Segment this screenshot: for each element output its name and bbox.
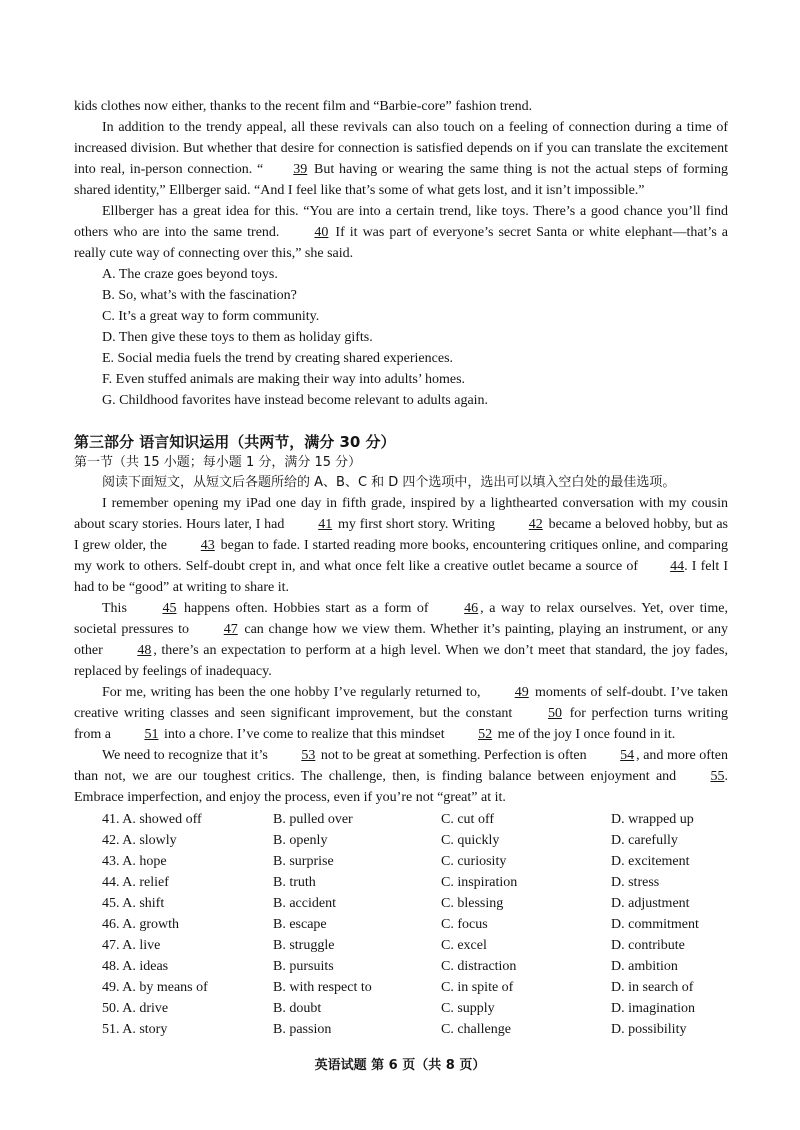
choice-a: 50. A. drive <box>102 1001 169 1016</box>
answer-blank-39: 39 <box>293 162 308 177</box>
answer-blank-48: 48 <box>137 643 152 658</box>
option-g: G. Childhood favorites have instead become relevant to adults again. <box>102 393 489 408</box>
answer-blank-51: 51 <box>144 727 159 742</box>
choice-row <box>74 830 728 851</box>
choice-row <box>74 1019 728 1040</box>
answer-blank-47: 47 <box>223 622 238 637</box>
choice-c: C. blessing <box>441 896 504 911</box>
choice-d: D. excitement <box>611 854 690 869</box>
choice-c: C. quickly <box>441 833 500 848</box>
choice-d: D. wrapped up <box>611 812 694 827</box>
choice-b: B. pulled over <box>273 812 353 827</box>
answer-blank-49: 49 <box>514 685 529 700</box>
option-d: D. Then give these toys to them as holiday gifts. <box>102 330 373 345</box>
choice-a: 44. A. relief <box>102 875 169 890</box>
choice-b: B. surprise <box>273 854 334 869</box>
passage-paragraph: kids clothes now either, thanks to the recent film and “Barbie-core” fashion trend. <box>74 99 533 114</box>
choice-d: D. ambition <box>611 959 678 974</box>
section-instruction: 阅读下面短文，从短文后各题所给的 A、B、C 和 D 四个选项中，选出可以填入空白处的最佳选项。 <box>102 475 676 490</box>
answer-blank-53: 53 <box>301 748 316 763</box>
choice-a: 47. A. live <box>102 938 161 953</box>
choice-c: C. distraction <box>441 959 517 974</box>
choice-c: C. inspiration <box>441 875 518 890</box>
choice-row <box>74 956 728 977</box>
choice-d: D. adjustment <box>611 896 690 911</box>
page-content <box>74 96 728 1040</box>
choice-b: B. passion <box>273 1022 332 1037</box>
answer-blank-52: 52 <box>478 727 493 742</box>
answer-blank-40: 40 <box>314 225 329 240</box>
choice-d: D. possibility <box>611 1022 687 1037</box>
choice-a: 43. A. hope <box>102 854 167 869</box>
choice-row <box>74 998 728 1019</box>
choice-d: D. imagination <box>611 1001 695 1016</box>
choice-row <box>74 914 728 935</box>
cloze-paragraph: I remember opening my iPad one day in fifth grade, inspired by a lighthearted conversation with my cousin about scary stories. Hours later, I had 41 my first short story. Writing 42 became a beloved hobby, but as I grew older, the 43 began to fade. I started reading more books, encountering critiques online, and comparing my work to others. Self-doubt crept in, and what once felt like a creative outlet became a source of 44. I felt I had to be “good” at writing to share it. <box>74 496 729 595</box>
answer-blank-42: 42 <box>528 517 543 532</box>
choice-d: D. commitment <box>611 917 699 932</box>
choice-a: 46. A. growth <box>102 917 179 932</box>
option-e: E. Social media fuels the trend by creating shared experiences. <box>102 351 454 366</box>
choice-row <box>74 893 728 914</box>
choice-b: B. escape <box>273 917 327 932</box>
seven-choice-options <box>74 264 728 411</box>
choice-c: C. focus <box>441 917 488 932</box>
choice-b: B. doubt <box>273 1001 322 1016</box>
choice-row <box>74 851 728 872</box>
passage-paragraph: In addition to the trendy appeal, all these revivals can also touch on a feeling of connection during a time of increased division. But whether that desire for connection is satisfied depends on if you can translate the excitement into real, in-person connection. “ 39 But having or wearing the same thing is not the actual steps of forming shared identity,” Ellberger said. “And I feel like that’s some of what gets lost, and it isn’t impossible.” <box>74 120 728 198</box>
choice-c: C. challenge <box>441 1022 511 1037</box>
choice-b: B. with respect to <box>273 980 372 995</box>
cloze-paragraph: This 45 happens often. Hobbies start as a form of 46 , a way to relax ourselves. Yet, over time, societal pressures to 47 can change how we view them. Whether it’s painting, playing an instrument, or any other 48 , there’s an expectation to perform at a high level. When we don’t meet that standard, the joy fades, replaced by feelings of inadequacy. <box>74 598 728 682</box>
choice-c: C. excel <box>441 938 487 953</box>
choice-b: B. accident <box>273 896 336 911</box>
page-footer: 英语试题 第 6 页（共 8 页） <box>314 1058 486 1073</box>
option-f: F. Even stuffed animals are making their way into adults’ homes. <box>102 372 466 387</box>
choice-a: 41. A. showed off <box>102 812 202 827</box>
choice-d: D. stress <box>611 875 660 890</box>
answer-blank-45: 45 <box>162 601 177 616</box>
choice-row <box>74 872 728 893</box>
choice-row <box>74 935 728 956</box>
passage-paragraph: Ellberger has a great idea for this. “You are into a certain trend, like toys. There’s a good chance you’ll find others who are into the same trend. 40 If it was part of everyone’s secret Santa or white elephant—that’s a really cute way of connecting over this,” she said. <box>74 204 729 261</box>
cloze-paragraph: For me, writing has been the one hobby I’ve regularly returned to, 49 moments of self-doubt. I’ve taken creative writing classes and seen significant improvement, but the constant 50 for perfection turns writing from a 51 into a chore. I’ve come to realize that this mindset 52 me of the joy I once found in it. <box>74 682 728 745</box>
choice-b: B. truth <box>273 875 316 890</box>
choice-c: C. cut off <box>441 812 495 827</box>
choice-d: D. in search of <box>611 980 694 995</box>
choice-b: B. pursuits <box>273 959 334 974</box>
choice-d: D. carefully <box>611 833 678 848</box>
choice-d: D. contribute <box>611 938 685 953</box>
choice-a: 48. A. ideas <box>102 959 169 974</box>
answer-blank-46: 46 <box>464 601 479 616</box>
answer-blank-43: 43 <box>200 538 215 553</box>
answer-blank-41: 41 <box>318 517 333 532</box>
choice-c: C. supply <box>441 1001 495 1016</box>
choice-c: C. curiosity <box>441 854 507 869</box>
section-subtitle: 第一节（共 15 小题；每小题 1 分，满分 15 分） <box>74 455 362 470</box>
answer-blank-54: 54 <box>620 748 635 763</box>
choice-b: B. openly <box>273 833 328 848</box>
choice-row <box>74 977 728 998</box>
answer-blank-50: 50 <box>547 706 562 721</box>
choice-a: 42. A. slowly <box>102 833 177 848</box>
choice-a: 49. A. by means of <box>102 980 208 995</box>
choices-table <box>74 809 728 1040</box>
answer-blank-44: 44 <box>670 559 685 574</box>
section-title: 第三部分 语言知识运用（共两节，满分 30 分） <box>74 433 396 451</box>
choice-row <box>74 809 728 830</box>
option-c: C. It’s a great way to form community. <box>102 309 320 324</box>
choice-a: 45. A. shift <box>102 896 165 911</box>
cloze-paragraph: We need to recognize that it’s 53 not to be great at something. Perfection is often 54 , and more often than not, we are our toughest critics. The challenge, then, is finding balance between enjoyment and 55. Embrace imperfection, and enjoy the process, even if you’re not “great” at it. <box>74 745 728 808</box>
option-b: B. So, what’s with the fascination? <box>102 288 297 303</box>
choice-b: B. struggle <box>273 938 335 953</box>
answer-blank-55: 55 <box>710 769 725 784</box>
choice-a: 51. A. story <box>102 1022 168 1037</box>
choice-c: C. in spite of <box>441 980 514 995</box>
option-a: A. The craze goes beyond toys. <box>102 267 278 282</box>
